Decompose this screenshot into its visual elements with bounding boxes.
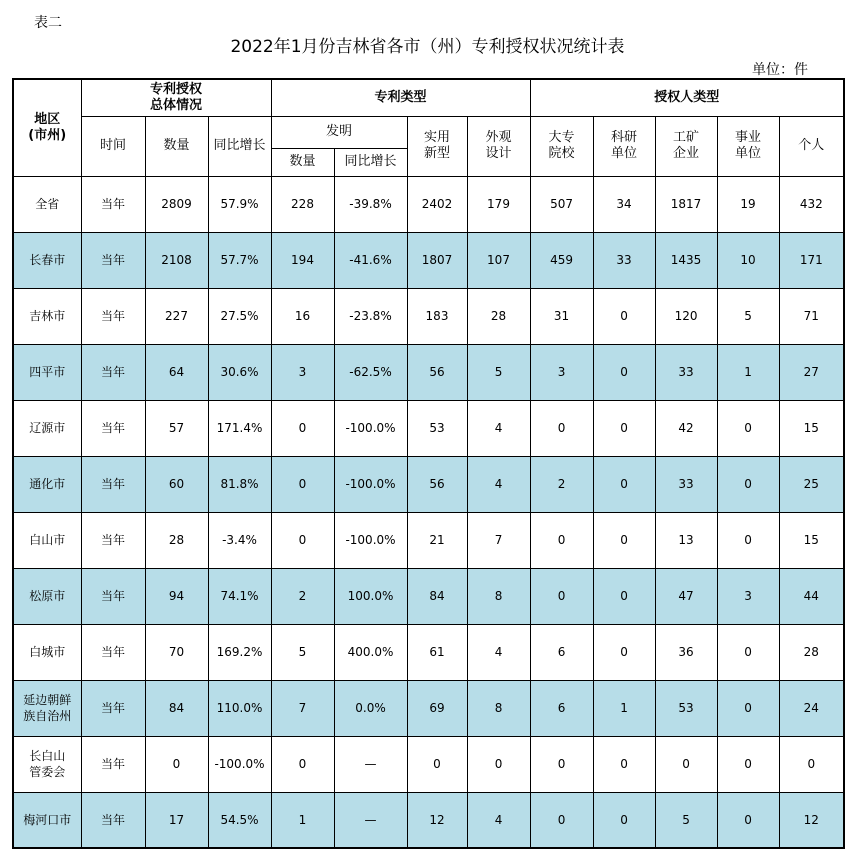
cell-research: 0: [593, 288, 655, 344]
cell-region-line: 四平市: [29, 365, 66, 379]
cell-time: 当年: [81, 680, 145, 736]
unit-label: 单位：件: [752, 62, 808, 78]
cell-inv-count: 2: [271, 568, 334, 624]
table-row: [13, 568, 844, 624]
cell-utility: 21: [407, 512, 467, 568]
cell-region: [13, 176, 81, 232]
cell-inv-count: 0: [271, 456, 334, 512]
header-college-line1: 大专: [548, 130, 575, 145]
cell-utility: 69: [407, 680, 467, 736]
cell-enterprise: 120: [655, 288, 717, 344]
cell-college: 31: [530, 288, 593, 344]
cell-utility: 61: [407, 624, 467, 680]
cell-utility: 2402: [407, 176, 467, 232]
cell-count: 227: [145, 288, 208, 344]
cell-research: 1: [593, 680, 655, 736]
header-college-line2: 院校: [548, 146, 575, 161]
cell-region: [13, 344, 81, 400]
cell-time: 当年: [81, 288, 145, 344]
cell-time: 当年: [81, 512, 145, 568]
cell-region: [13, 288, 81, 344]
cell-utility: 56: [407, 344, 467, 400]
cell-design: 0: [467, 736, 530, 792]
cell-time: 当年: [81, 232, 145, 288]
cell-region: [13, 400, 81, 456]
cell-time: 当年: [81, 624, 145, 680]
table-row: [13, 512, 844, 568]
cell-inv-yoy: -41.6%: [334, 232, 407, 288]
cell-individual: 24: [779, 680, 844, 736]
cell-time: 当年: [81, 344, 145, 400]
table-label: 表二: [34, 15, 62, 31]
cell-design: 5: [467, 344, 530, 400]
table-row: [13, 288, 844, 344]
cell-inv-count: 194: [271, 232, 334, 288]
cell-research: 34: [593, 176, 655, 232]
cell-college: 459: [530, 232, 593, 288]
cell-yoy: 171.4%: [208, 400, 271, 456]
header-time: 时间: [81, 116, 145, 176]
patent-stats-table: [12, 78, 845, 849]
cell-individual: 28: [779, 624, 844, 680]
cell-enterprise: 33: [655, 456, 717, 512]
cell-region-line: 管委会: [29, 765, 66, 779]
header-research-line1: 科研: [611, 130, 638, 145]
cell-college: 0: [530, 736, 593, 792]
cell-inv-count: 3: [271, 344, 334, 400]
cell-region: [13, 624, 81, 680]
cell-time: 当年: [81, 400, 145, 456]
table-row: [13, 400, 844, 456]
header-institution-line1: 事业: [735, 130, 762, 145]
cell-individual: 27: [779, 344, 844, 400]
cell-inv-yoy: 0.0%: [334, 680, 407, 736]
cell-enterprise: 5: [655, 792, 717, 848]
cell-college: 6: [530, 680, 593, 736]
header-design: [467, 116, 530, 176]
cell-time: 当年: [81, 792, 145, 848]
header-yoy: 同比增长: [208, 116, 271, 176]
cell-inv-count: 1: [271, 792, 334, 848]
cell-yoy: 169.2%: [208, 624, 271, 680]
cell-region-line: 白山市: [29, 533, 66, 547]
cell-design: 4: [467, 624, 530, 680]
cell-individual: 171: [779, 232, 844, 288]
cell-yoy: 57.7%: [208, 232, 271, 288]
cell-research: 0: [593, 736, 655, 792]
cell-inv-yoy: -100.0%: [334, 400, 407, 456]
cell-enterprise: 36: [655, 624, 717, 680]
table-row: [13, 232, 844, 288]
cell-inv-count: 0: [271, 400, 334, 456]
table-title: 2022年1月份吉林省各市（州）专利授权状况统计表: [230, 37, 625, 57]
cell-college: 0: [530, 512, 593, 568]
cell-college: 507: [530, 176, 593, 232]
cell-region-line: 长春市: [29, 253, 66, 267]
cell-region: [13, 680, 81, 736]
header-count: 数量: [145, 116, 208, 176]
cell-time: 当年: [81, 736, 145, 792]
cell-inv-count: 228: [271, 176, 334, 232]
cell-research: 0: [593, 568, 655, 624]
cell-inv-yoy: 100.0%: [334, 568, 407, 624]
cell-region-line: 梅河口市: [23, 812, 72, 827]
table-row: [13, 736, 844, 792]
header-overall: [81, 79, 271, 116]
header-utility-line2: 新型: [423, 146, 450, 161]
cell-count: 57: [145, 400, 208, 456]
header-design-line1: 外观: [485, 130, 512, 145]
header-utility-line1: 实用: [423, 130, 450, 145]
cell-utility: 183: [407, 288, 467, 344]
header-institution-line2: 单位: [735, 146, 762, 161]
header-enterprise-line2: 企业: [673, 146, 700, 161]
cell-enterprise: 13: [655, 512, 717, 568]
header-invention-yoy: 同比增长: [334, 148, 407, 176]
cell-research: 0: [593, 624, 655, 680]
cell-enterprise: 0: [655, 736, 717, 792]
cell-region-line: 通化市: [29, 477, 66, 491]
cell-institution: 0: [717, 736, 779, 792]
cell-individual: 15: [779, 400, 844, 456]
header-college: [530, 116, 593, 176]
cell-inv-yoy: -39.8%: [334, 176, 407, 232]
cell-count: 2809: [145, 176, 208, 232]
cell-region-line: 吉林市: [29, 309, 66, 323]
cell-region-line: 族自治州: [23, 709, 72, 723]
cell-yoy: 27.5%: [208, 288, 271, 344]
cell-region-line: 延边朝鲜: [23, 693, 72, 707]
cell-count: 2108: [145, 232, 208, 288]
cell-individual: 15: [779, 512, 844, 568]
cell-inv-yoy: —: [334, 736, 407, 792]
cell-individual: 44: [779, 568, 844, 624]
cell-region-line: 长白山: [29, 749, 66, 763]
cell-research: 0: [593, 512, 655, 568]
cell-research: 0: [593, 456, 655, 512]
cell-yoy: -100.0%: [208, 736, 271, 792]
cell-college: 3: [530, 344, 593, 400]
header-overall-line1: 专利授权: [149, 81, 202, 97]
cell-region-line: 全省: [35, 197, 60, 211]
header-invention: 发明: [271, 116, 407, 148]
cell-yoy: 30.6%: [208, 344, 271, 400]
cell-count: 28: [145, 512, 208, 568]
table-row: [13, 456, 844, 512]
cell-design: 7: [467, 512, 530, 568]
header-overall-line2: 总体情况: [149, 97, 202, 113]
cell-enterprise: 47: [655, 568, 717, 624]
cell-institution: 5: [717, 288, 779, 344]
cell-region-line: 松原市: [29, 589, 66, 603]
cell-count: 17: [145, 792, 208, 848]
cell-count: 0: [145, 736, 208, 792]
cell-enterprise: 53: [655, 680, 717, 736]
table-row: [13, 176, 844, 232]
table-row: [13, 344, 844, 400]
cell-utility: 1807: [407, 232, 467, 288]
cell-inv-yoy: -100.0%: [334, 512, 407, 568]
cell-individual: 432: [779, 176, 844, 232]
cell-region: [13, 456, 81, 512]
cell-enterprise: 42: [655, 400, 717, 456]
cell-design: 8: [467, 680, 530, 736]
header-grantee-type: 授权人类型: [530, 79, 844, 116]
cell-inv-yoy: -62.5%: [334, 344, 407, 400]
cell-institution: 10: [717, 232, 779, 288]
cell-design: 107: [467, 232, 530, 288]
cell-design: 4: [467, 456, 530, 512]
cell-research: 0: [593, 344, 655, 400]
cell-time: 当年: [81, 568, 145, 624]
header-enterprise-line1: 工矿: [673, 130, 700, 145]
cell-institution: 0: [717, 624, 779, 680]
cell-inv-count: 5: [271, 624, 334, 680]
cell-region: [13, 512, 81, 568]
cell-college: 0: [530, 792, 593, 848]
cell-time: 当年: [81, 176, 145, 232]
cell-utility: 84: [407, 568, 467, 624]
header-region-line1: 地区: [34, 111, 61, 127]
table-row: [13, 624, 844, 680]
cell-inv-yoy: —: [334, 792, 407, 848]
cell-yoy: 74.1%: [208, 568, 271, 624]
cell-research: 0: [593, 792, 655, 848]
cell-inv-yoy: -100.0%: [334, 456, 407, 512]
cell-utility: 12: [407, 792, 467, 848]
header-research-line2: 单位: [611, 146, 638, 161]
cell-count: 94: [145, 568, 208, 624]
table-row: [13, 792, 844, 848]
table-row: [13, 680, 844, 736]
cell-institution: 19: [717, 176, 779, 232]
cell-utility: 53: [407, 400, 467, 456]
cell-institution: 0: [717, 792, 779, 848]
cell-individual: 71: [779, 288, 844, 344]
cell-inv-count: 7: [271, 680, 334, 736]
header-institution: [717, 116, 779, 176]
cell-college: 0: [530, 568, 593, 624]
cell-individual: 0: [779, 736, 844, 792]
header-patent-type: 专利类型: [271, 79, 530, 116]
header-research: [593, 116, 655, 176]
cell-count: 84: [145, 680, 208, 736]
header-invention-count: 数量: [271, 148, 334, 176]
cell-institution: 3: [717, 568, 779, 624]
cell-time: 当年: [81, 456, 145, 512]
cell-inv-yoy: -23.8%: [334, 288, 407, 344]
cell-design: 179: [467, 176, 530, 232]
header-region: [13, 79, 81, 176]
cell-enterprise: 1817: [655, 176, 717, 232]
header-design-line2: 设计: [485, 146, 512, 161]
cell-design: 4: [467, 400, 530, 456]
cell-region: [13, 792, 81, 848]
cell-inv-yoy: 400.0%: [334, 624, 407, 680]
cell-institution: 0: [717, 512, 779, 568]
cell-enterprise: 33: [655, 344, 717, 400]
cell-individual: 12: [779, 792, 844, 848]
table-body: [13, 176, 844, 848]
cell-yoy: 57.9%: [208, 176, 271, 232]
cell-utility: 0: [407, 736, 467, 792]
header-enterprise: [655, 116, 717, 176]
cell-utility: 56: [407, 456, 467, 512]
cell-inv-count: 0: [271, 736, 334, 792]
cell-institution: 0: [717, 400, 779, 456]
cell-inv-count: 16: [271, 288, 334, 344]
cell-yoy: -3.4%: [208, 512, 271, 568]
cell-design: 28: [467, 288, 530, 344]
cell-institution: 1: [717, 344, 779, 400]
cell-research: 33: [593, 232, 655, 288]
cell-inv-count: 0: [271, 512, 334, 568]
cell-institution: 0: [717, 680, 779, 736]
cell-institution: 0: [717, 456, 779, 512]
cell-design: 4: [467, 792, 530, 848]
cell-region: [13, 232, 81, 288]
cell-college: 2: [530, 456, 593, 512]
cell-region: [13, 736, 81, 792]
cell-region-line: 白城市: [29, 645, 66, 659]
header-individual: 个人: [779, 116, 844, 176]
cell-enterprise: 1435: [655, 232, 717, 288]
header-utility: [407, 116, 467, 176]
cell-individual: 25: [779, 456, 844, 512]
cell-design: 8: [467, 568, 530, 624]
cell-yoy: 110.0%: [208, 680, 271, 736]
cell-region-line: 辽源市: [29, 421, 66, 435]
cell-count: 64: [145, 344, 208, 400]
cell-count: 60: [145, 456, 208, 512]
cell-yoy: 54.5%: [208, 792, 271, 848]
cell-research: 0: [593, 400, 655, 456]
cell-college: 0: [530, 400, 593, 456]
cell-college: 6: [530, 624, 593, 680]
header-region-line2: (市州): [28, 127, 67, 143]
cell-region: [13, 568, 81, 624]
cell-count: 70: [145, 624, 208, 680]
cell-yoy: 81.8%: [208, 456, 271, 512]
